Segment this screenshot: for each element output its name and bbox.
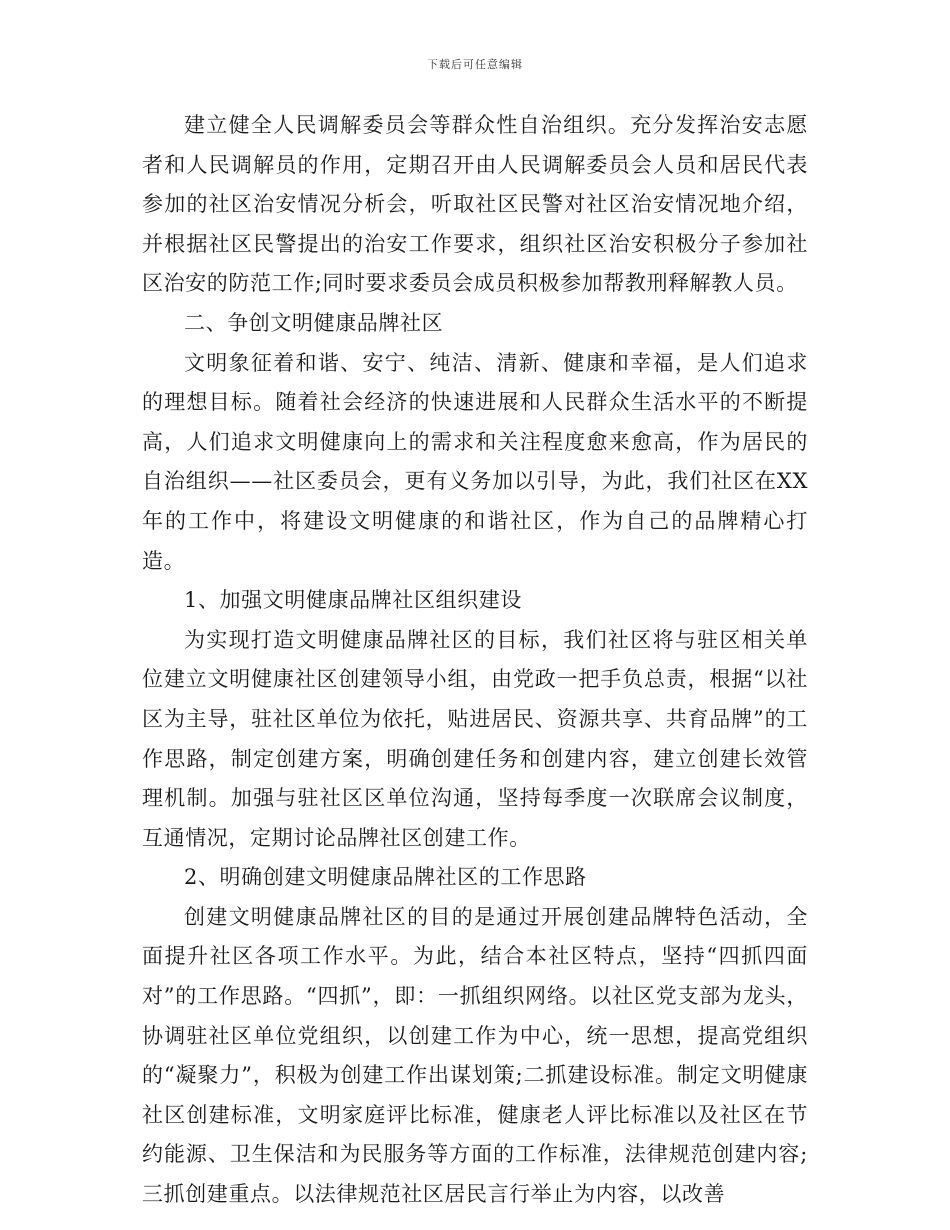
paragraph-mediation: 建立健全人民调解委员会等群众性自治组织。充分发挥治安志愿者和人民调解员的作用，定期召开由人民调解委员会人员和居民代表参加的社区治安情况分析会，听取社区民警对社区治安情况地介绍，并根据社区民警提出的治安工作要求，组织社区治安积极分子参加社区治安的防范工作;同时要求委员会成员积极参加帮教刑释解教人员。: [142, 113, 808, 296]
subheading-organization-building: 1、加强文明健康品牌社区组织建设: [184, 588, 522, 613]
paragraph-work-approach: 创建文明健康品牌社区的目的是通过开展创建品牌特色活动，全面提升社区各项工作水平。为此，结合本社区特点，坚持“四抓四面对”的工作思路。“四抓”，即：一抓组织网络。以社区党支部为龙头，协调驻社区单位党组织，以创建工作为中心，统一思想，提高党组织的“凝聚力”，积极为创建工作出谋划策;二抓建设标准。制定文明健康社区创建标准，文明家庭评比标准，健康老人评比标准以及社区在节约能源、卫生保洁和为民服务等方面的工作标准，法律规范创建内容;三抓创建重点。以法律规范社区居民言行举止为内容，以改善: [142, 904, 808, 1207]
subheading-work-approach: 2、明确创建文明健康品牌社区的工作思路: [184, 865, 587, 890]
section-heading-civilized-community: 二、争创文明健康品牌社区: [184, 310, 444, 335]
paragraph-civilization-goal: 文明象征着和谐、安宁、纯洁、清新、健康和幸福，是人们追求的理想目标。随着社会经济的快速进展和人民群众生活水平的不断提高，人们追求文明健康向上的需求和关注程度愈来愈高，作为居民的自治组织——社区委员会，更有义务加以引导，为此，我们社区在XX年的工作中，将建设文明健康的和谐社区，作为自己的品牌精心打造。: [142, 350, 808, 573]
document-body: [142, 106, 808, 1215]
paragraph-organization-building: 为实现打造文明健康品牌社区的目标，我们社区将与驻区相关单位建立文明健康社区创建领导小组，由党政一把手负总责，根据“以社区为主导，驻社区单位为依托，贴进居民、资源共享、共育品牌”的工作思路，制定创建方案，明确创建任务和创建内容，建立创建长效管理机制。加强与驻社区区单位沟通，坚持每季度一次联席会议制度，互通情况，定期讨论品牌社区创建工作。: [142, 627, 808, 850]
page-header-note: 下载后可任意编辑: [427, 58, 523, 71]
